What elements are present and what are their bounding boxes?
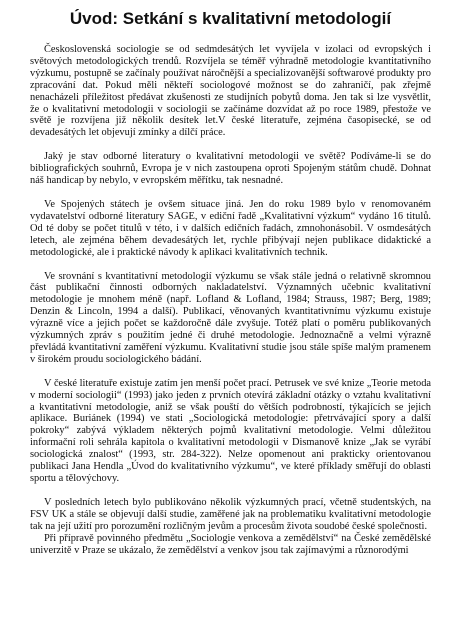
paragraph-7: Při přípravě povinného předmětu „Sociologie venkova a zemědělství“ na České zemědělské univerzitě v Praze se ukázalo, že zemědělství a venkov jsou tak zajímavými a různorodými: [30, 532, 431, 556]
paragraph-3: Ve Spojených státech je ovšem situace jiná. Jen do roku 1989 bylo v renomovaném vydavatelství odborné literatury SAGE, v ediční řadě „Kvalitativní výzkum“ vydáno 16 titulů. Od té doby se počet titulů v této, i v dalších edičních řadách, zmnohonásobil. V osmdesátých letech, ale zejména během devadesátých let, rychle přibývají nejen publikace didaktické a metodologické, ale i praktické návody k aplikaci kvalitativních technik.: [30, 198, 431, 258]
paragraph-1: Československá sociologie se od sedmdesátých let vyvíjela v izolaci od evropských i světových metodologických trendů. Rozvíjela se téměř výhradně metodologie kvantitativního výzkumu, postupně se začínaly používat náročnější a specializovanější softwarové produkty pro zpracování dat. Pokud měli někteří sociologové možnost se do zahraničí, pak zřejmě nenacházeli příležitost předávat zkušenosti ze studijních pobytů doma. Jen tak si lze vysvětlit, že o kvalitativní metodologii v sociologii se začínáme dozvídat až po roce 1989, přestože ve světě je rozvíjena již několik desítek let.V české literatuře, zejména časopisecké, se od devadesátých let objevují zmínky a dílčí práce.: [30, 44, 431, 139]
paragraph-4: Ve srovnání s kvantitativní metodologií výzkumu se však stále jedná o relativně skromnou část publikační činnosti odborných nakladatelství. Významných učebnic kvalitativní metodologie je mnohem méně (např. Lofland & Lofland, 1984; Strauss, 1987; Berg, 1989; Denzin & Lincoln, 1994 a další). Publikací, věnovaných kvantitativnímu výzkumu existuje výrazně více a jejich počet se každoročně dále zvyšuje. Totéž platí o poměru publikovaných výzkumných zpráv s použitím jedné či druhé metodologie. Jednoznačně a velmi výrazně převládá kvantitativní zaměření výzkumu. Kvalitativní studie jsou stále spíše malým pramenem v širokém proudu sociologického bádání.: [30, 270, 431, 365]
paragraph-5: V české literatuře existuje zatím jen menší počet prací. Petrusek ve své knize „Teorie metoda v moderní sociologii“ (1993) jako jeden z prvních otevírá základní otázky o vztahu kvalitativní a kvantitativní metodologie, aniž se však pouští do větších podrobností, týkajících se jejich aplikace. Buriánek (1994) ve stati „Sociologická metodologie: přetrvávající spory a další pokroky“ zabývá výkladem některých pojmů kvalitativní metodologie. Velmi důležitou informační roli sehrála kapitola o kvalitativní metodologii v Dismanově knize „Jak se vyrábí sociologická znalost“ (1993, str. 284-322). Nelze opomenout ani prakticky orientovanou publikaci Jana Hendla „Úvod do kvalitativního výzkumu“, ve které příklady směřují do oblasti sportu a tělovýchovy.: [30, 377, 431, 484]
document-title: Úvod: Setkání s kvalitativní metodologií: [69, 9, 392, 28]
paragraph-6: V posledních letech bylo publikováno několik výzkumných prací, včetně studentských, na FSV UK a stále se objevují další studie, zaměřené jak na problematiku kvalitativní metodologie tak na její užití pro porozumění rozličným jevům a procesům života soudobé české společnosti.: [30, 496, 431, 532]
paragraph-2: Jaký je stav odborné literatury o kvalitativní metodologii ve světě? Podíváme-li se do bibliografických souhrnů, Evropa je v nich zastoupena oproti Spojeným státům chudě. Dohnat náš handicap by nebylo, v evropském měřítku, tak nesnadné.: [30, 151, 431, 187]
